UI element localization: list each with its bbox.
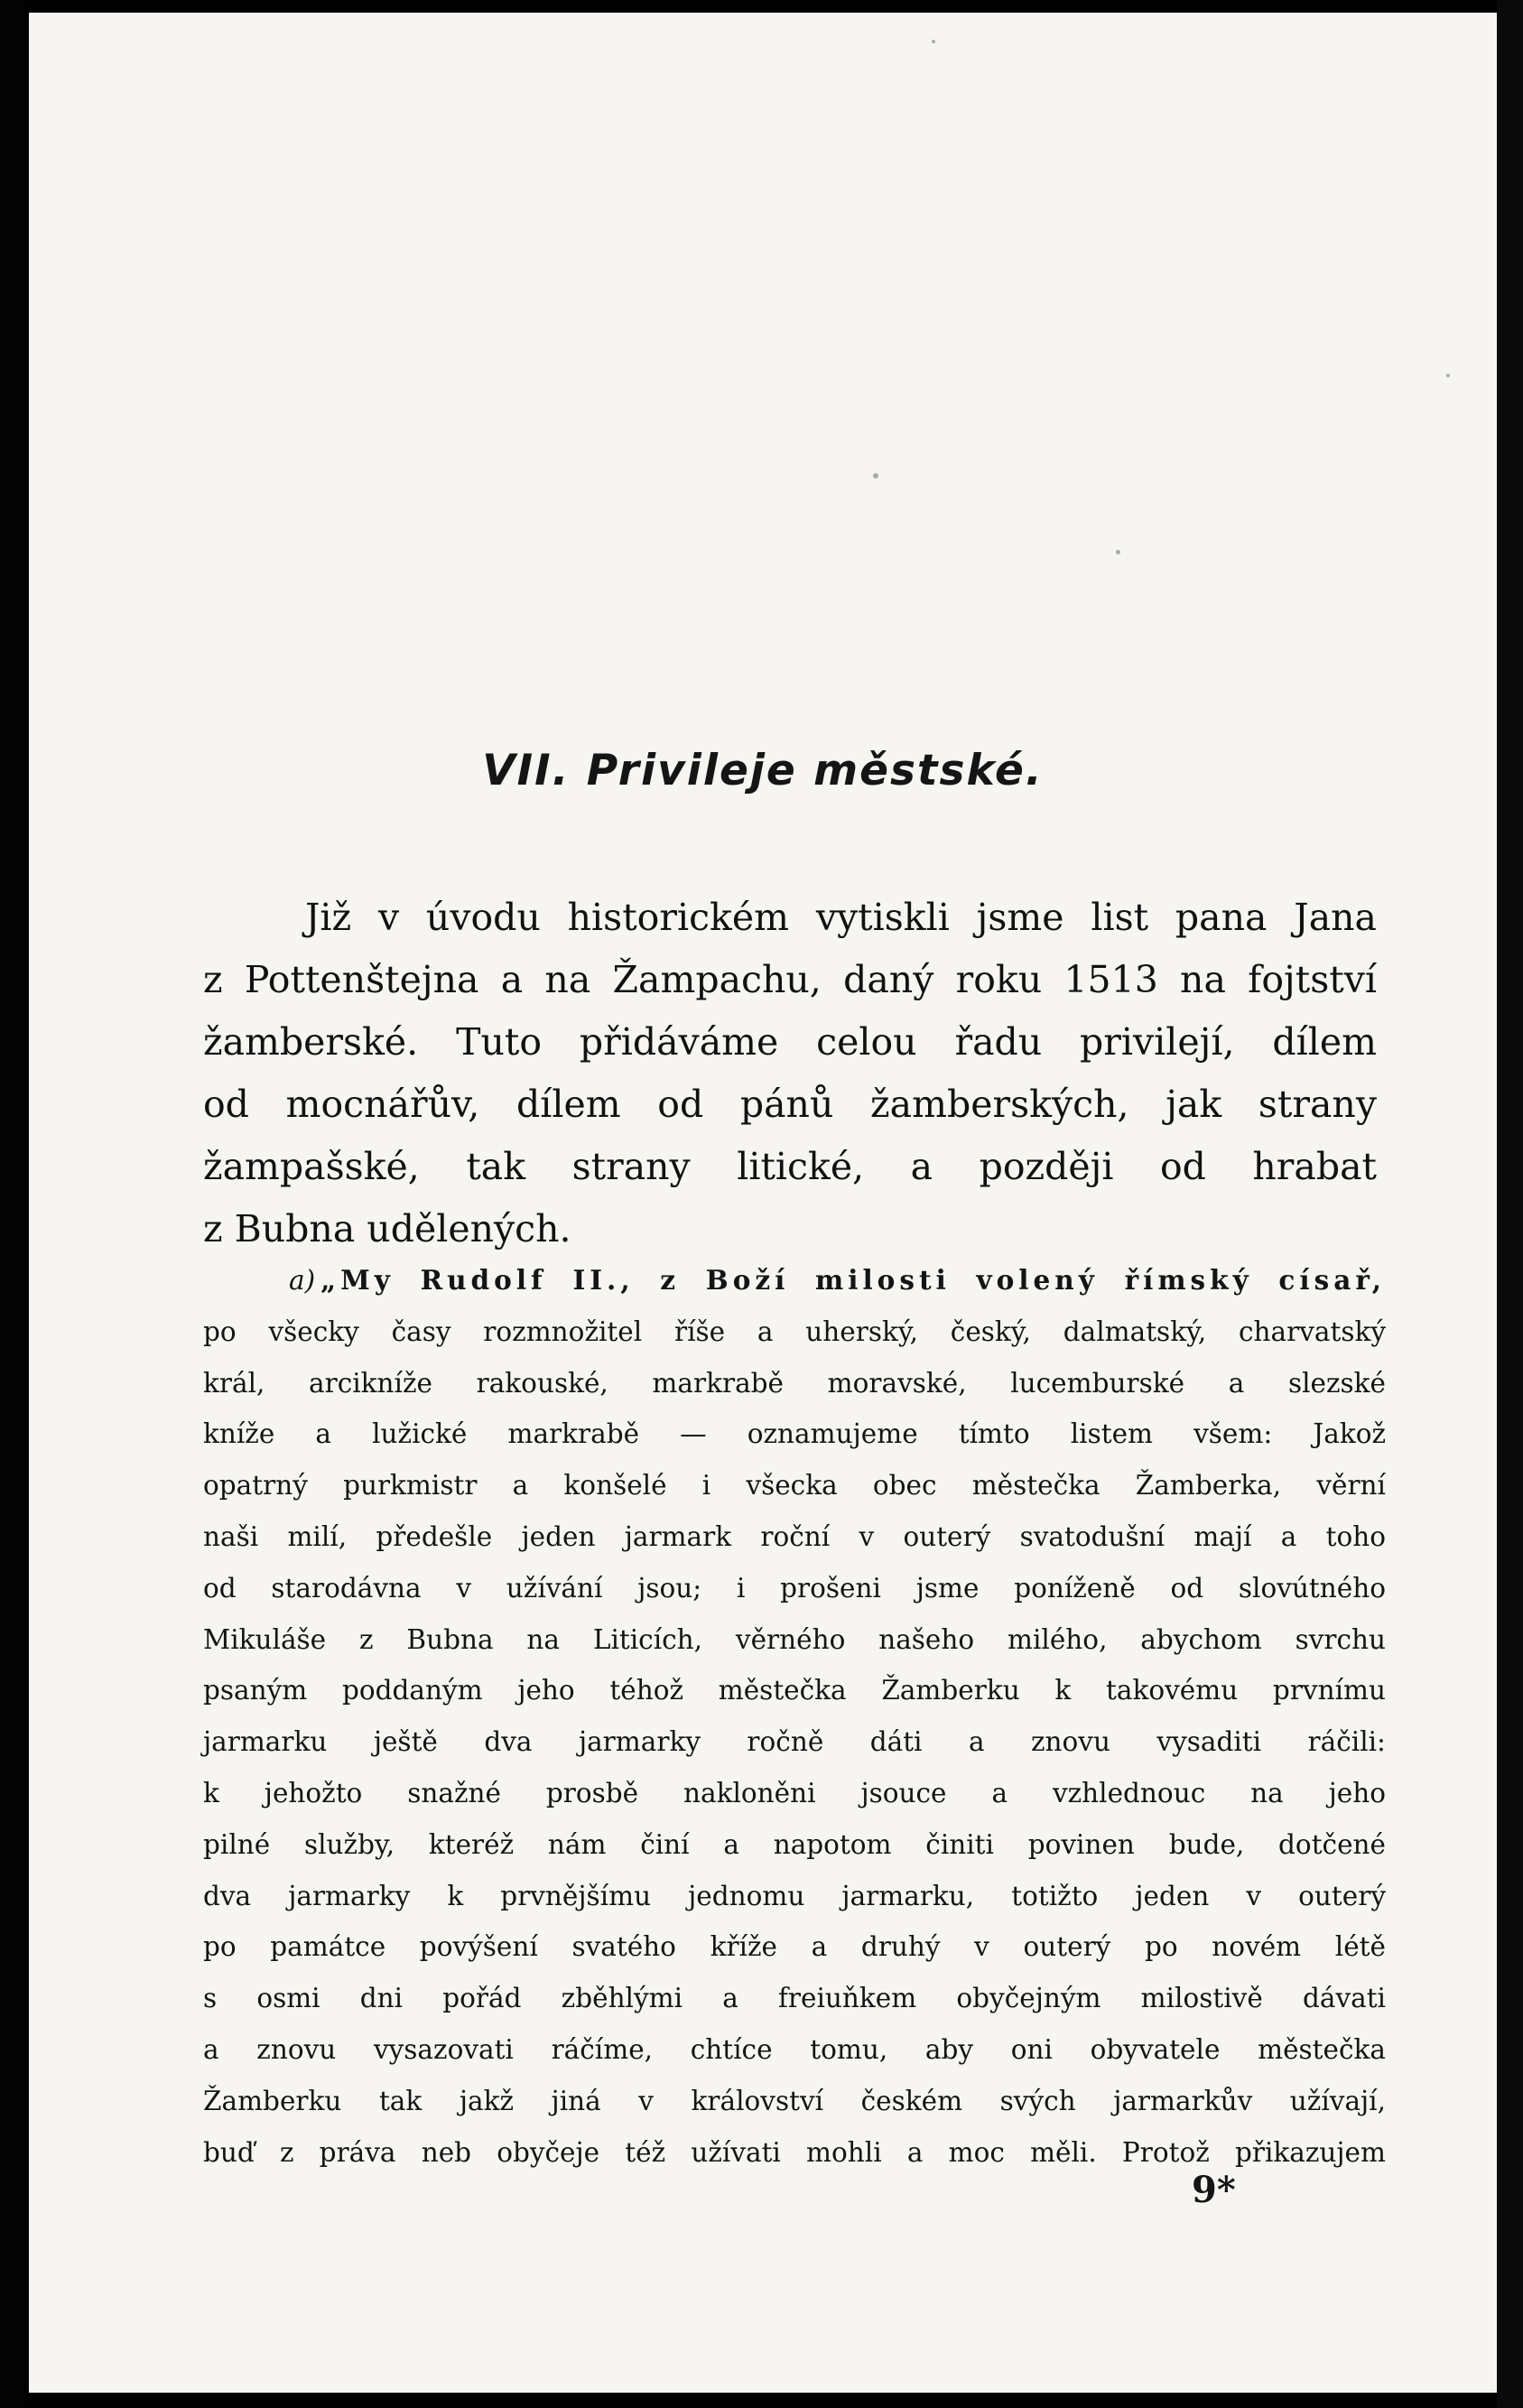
intro-line: od mocnářův, dílem od pánů žamberských, jak strany [203, 1083, 1377, 1126]
intro-line: žampašské, tak strany litické, a později od hrabat [203, 1145, 1377, 1188]
intro-paragraph [203, 887, 1377, 1260]
scan-speck [873, 473, 878, 479]
ruler-name: „My Rudolf II. [320, 1264, 621, 1296]
scan-speck [1116, 550, 1120, 554]
charter-line: kníže a lužické markrabě — oznamujeme tímto listem všem: Jakož [203, 1418, 1386, 1450]
charter-line: král, arcikníže rakouské, markrabě moravské, lucemburské a slezské [203, 1367, 1386, 1399]
charter-line: po všecky časy rozmnožitel říše a uherský, český, dalmatský, charvatský [203, 1316, 1386, 1347]
intro-line: Již v úvodu historickém vytiskli jsme list pana Jana [305, 896, 1377, 939]
charter-line: Mikuláše z Bubna na Liticích, věrného našeho milého, abychom svrchu [203, 1623, 1386, 1655]
charter-opening-line [203, 1255, 1386, 1306]
intro-line: žamberské. Tuto přidáváme celou řadu privilejí, dílem [203, 1020, 1377, 1064]
charter-line: po památce povýšení svatého kříže a druhý v outerý po novém létě [203, 1931, 1386, 1963]
intro-line: z Pottenštejna a na Žampachu, daný roku 1513 na fojtství [203, 958, 1377, 1001]
charter-label: a) [289, 1265, 316, 1296]
book-page [29, 13, 1497, 2393]
charter-line: od starodávna v užívání jsou; i prošeni jsme poníženě od slovútného [203, 1572, 1386, 1604]
charter-line: psaným poddaným jeho téhož městečka Žamberku k takovému prvnímu [203, 1675, 1386, 1706]
charter-line: k jehožto snažné prosbě nakloněni jsouce a vzhlednouc na jeho [203, 1777, 1386, 1808]
charter-line: pilné služby, kteréž nám činí a napotom činiti povinen bude, dotčené [203, 1828, 1386, 1860]
charter-line: a znovu vysazovati ráčíme, chtíce tomu, aby oni obyvatele městečka [203, 2033, 1386, 2065]
chapter-heading: VII. Privileje městské. [482, 746, 1044, 795]
charter-line: dva jarmarky k prvnějšímu jednomu jarmarku, totižto jeden v outerý [203, 1880, 1386, 1911]
scan-speck [1446, 374, 1450, 377]
charter-line: opatrný purkmistr a konšelé i všecka obec městečka Žamberka, věrní [203, 1470, 1386, 1502]
scan-speck [932, 40, 935, 43]
charter-line: jarmarku ještě dva jarmarky ročně dáti a znovu vysaditi ráčili: [203, 1726, 1386, 1758]
charter-line: naši milí, předešle jeden jarmark roční v outerý svatodušní mají a toho [203, 1520, 1386, 1552]
page-number: 9* [1192, 2169, 1236, 2211]
charter-text [203, 1255, 1386, 2178]
charter-line: Žamberku tak jakž jiná v království českém svých jarmarkův užívají, [203, 2085, 1386, 2116]
intro-line: z Bubna udělených. [203, 1207, 571, 1250]
book-spine-shadow [0, 0, 23, 2408]
charter-line: buď z práva neb obyčeje též užívati mohli a moc měli. Protož přikazujem [203, 2136, 1386, 2168]
page-edge-shadow [1497, 0, 1523, 2408]
charter-line: s osmi dni pořád zběhlými a freiuňkem obyčejným milostivě dávati [203, 1983, 1386, 2014]
ruler-title: , z Boží milosti volený římský císař, [620, 1264, 1386, 1296]
